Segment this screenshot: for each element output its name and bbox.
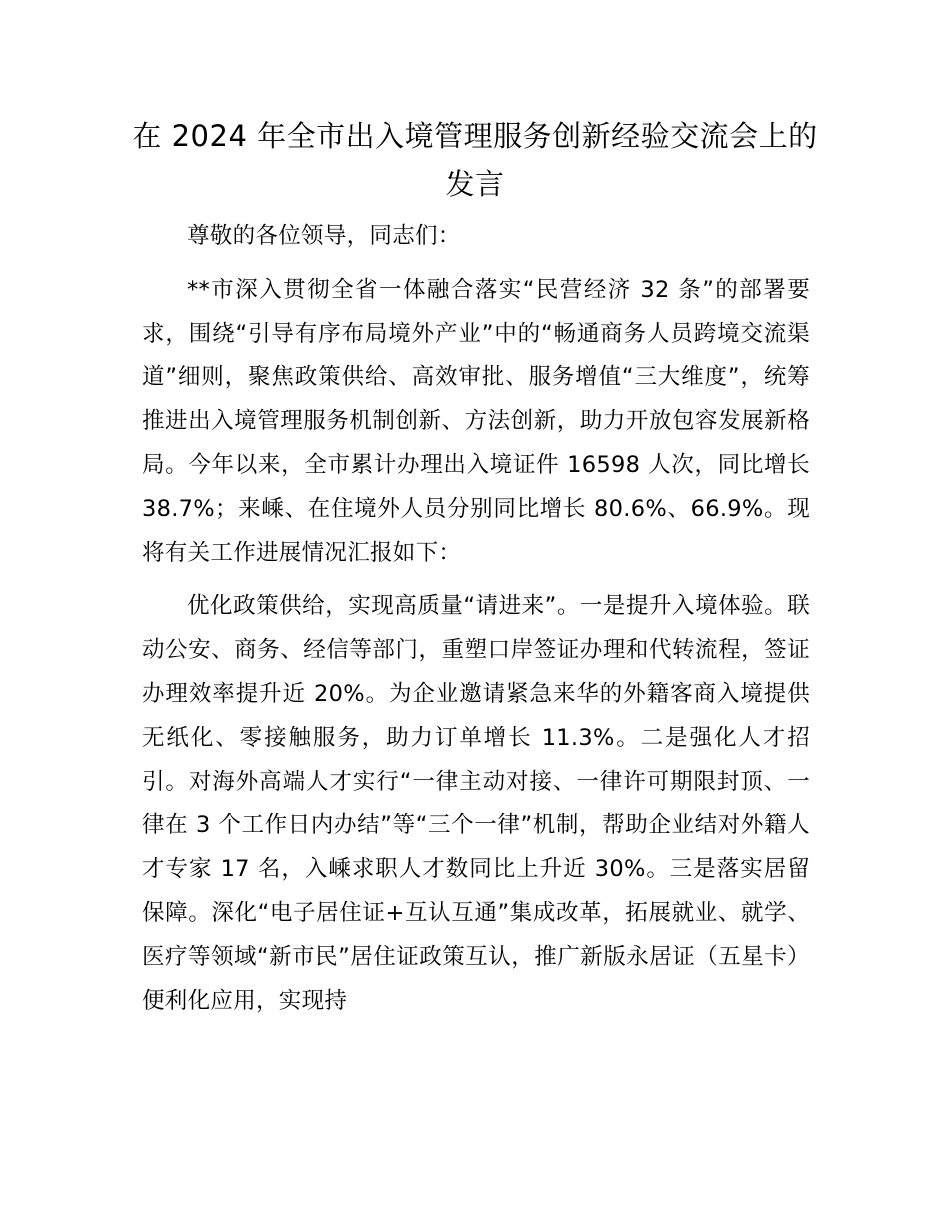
document-title: 在 2024 年全市出入境管理服务创新经验交流会上的发言 <box>132 119 818 201</box>
document-body <box>142 215 810 1033</box>
paragraph-intro: **市深入贯彻全省一体融合落实“民营经济 32 条”的部署要求，围绕“引导有序布局境外产业”中的“畅通商务人员跨境交流渠道”细则，聚焦政策供给、高效审批、服务增值“三大维度”，统筹推进出入境管理服务机制创新、方法创新，助力开放包容发展新格局。今年以来，全市累计办理出入境证件 16598 人次，同比增长 38.7%；来嵊、在住境外人员分别同比增长 80.6%、66.9%。现将有关工作进展情况汇报如下： <box>142 276 810 566</box>
paragraph-policy-supply: 优化政策供给，实现高质量“请进来”。一是提升入境体验。联动公安、商务、经信等部门，重塑口岸签证办理和代转流程，签证办理效率提升近 20%。为企业邀请紧急来华的外籍客商入境提供无纸化、零接触服务，助力订单增长 11.3%。二是强化人才招引。对海外高端人才实行“一律主动对接、一律许可期限封顶、一律在 3 个工作日内办结”等“三个一律”机制，帮助企业结对外籍人才专家 17 名，入嵊求职人才数同比上升近 30%。三是落实居留保障。深化“电子居住证+互认互通”集成改革，拓展就业、就学、医疗等领域“新市民”居住证政策互认，推广新版永居证（五星卡）便利化应用，实现持 <box>142 593 810 1014</box>
salutation: 尊敬的各位领导，同志们： <box>187 223 461 249</box>
